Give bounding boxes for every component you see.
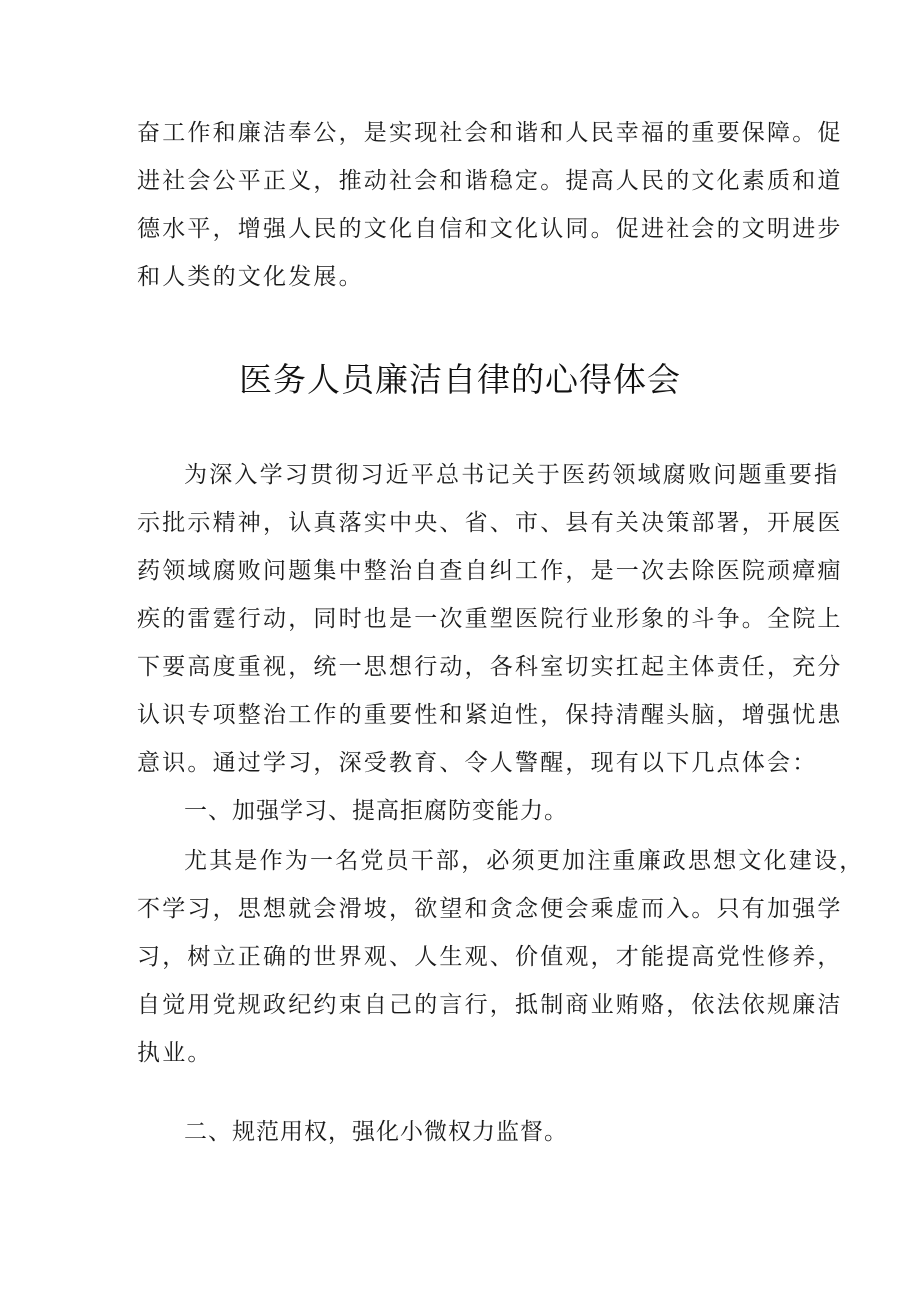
section-2-heading: 二、规范用权，强化小微权力监督。: [184, 1119, 568, 1145]
paragraph-line: 执业。: [137, 1040, 213, 1066]
paragraph-line: 德水平，增强人民的文化自信和文化认同。促进社会的文明进步: [137, 216, 843, 242]
paragraph-line: 尤其是作为一名党员干部，必须更加注重廉政思想文化建设，: [184, 848, 865, 874]
paragraph-line: 示批示精神，认真落实中央、省、市、县有关决策部署，开展医: [137, 510, 843, 536]
section-1-heading: 一、加强学习、提高拒腐防变能力。: [184, 798, 568, 824]
paragraph-line: 为深入学习贯彻习近平总书记关于医药领域腐败问题重要指: [184, 462, 840, 488]
paragraph-line: 不学习，思想就会滑坡，欲望和贪念便会乘虚而入。只有加强学: [137, 896, 843, 922]
paragraph-line: 药领域腐败问题集中整治自查自纠工作，是一次去除医院顽瘴痼: [137, 558, 843, 584]
paragraph-line: 下要高度重视，统一思想行动，各科室切实扛起主体责任，充分: [137, 654, 843, 680]
paragraph-line: 进社会公平正义，推动社会和谐稳定。提高人民的文化素质和道: [137, 168, 843, 194]
paragraph-line: 疾的雷霆行动，同时也是一次重塑医院行业形象的斗争。全院上: [137, 606, 843, 632]
document-title: 医务人员廉洁自律的心得体会: [239, 360, 681, 399]
paragraph-line: 奋工作和廉洁奉公，是实现社会和谐和人民幸福的重要保障。促: [137, 120, 843, 146]
paragraph-line: 意识。通过学习，深受教育、令人警醒，现有以下几点体会：: [137, 750, 818, 776]
paragraph-line: 和人类的文化发展。: [137, 264, 364, 290]
paragraph-line: 自觉用党规政纪约束自己的言行，抵制商业贿赂，依法依规廉洁: [137, 992, 843, 1018]
paragraph-line: 认识专项整治工作的重要性和紧迫性，保持清醒头脑，增强忧患: [137, 702, 843, 728]
paragraph-line: 习，树立正确的世界观、人生观、价值观，才能提高党性修养，: [137, 944, 843, 970]
